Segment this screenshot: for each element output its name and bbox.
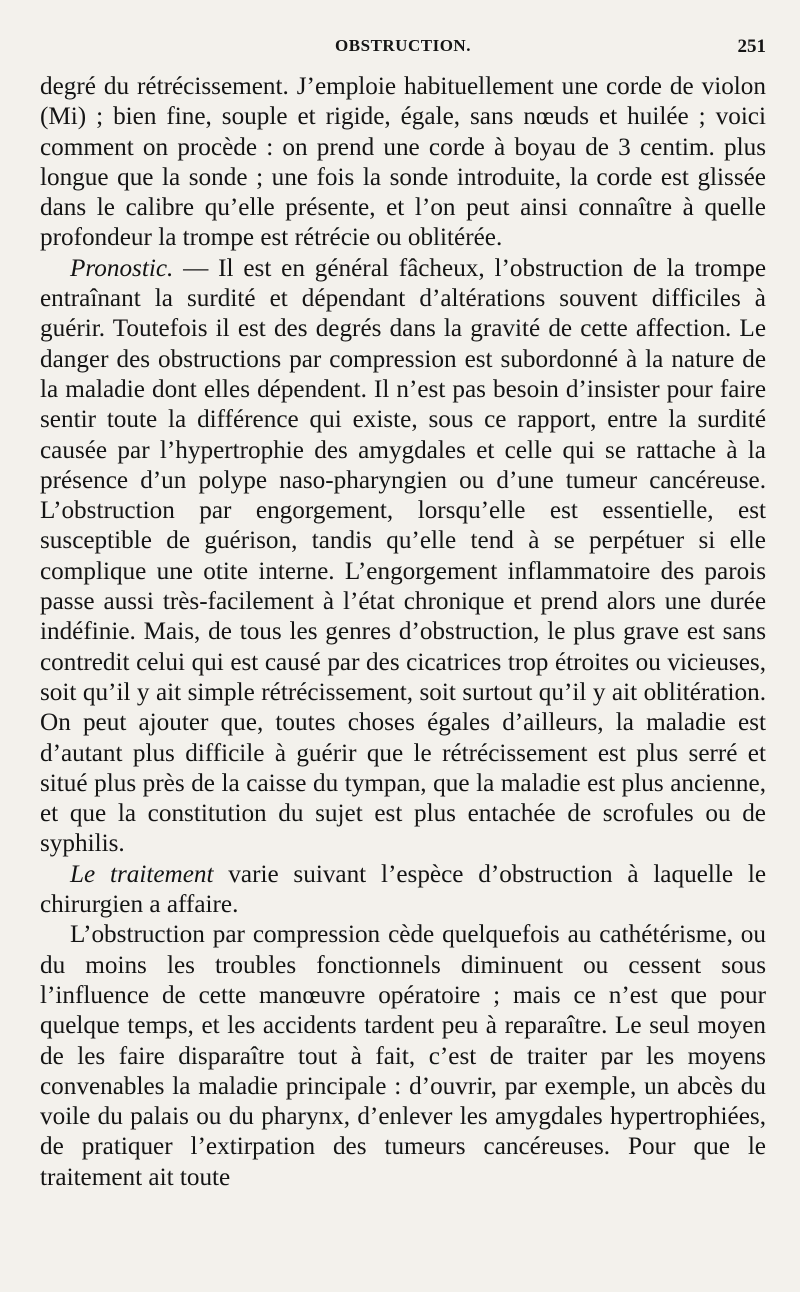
paragraph-traitement <box>40 860 766 921</box>
paragraph-pronostic <box>40 254 766 860</box>
running-title: OBSTRUCTION. <box>335 36 471 55</box>
body-text <box>40 72 766 1193</box>
paragraph-text: degré du rétrécissement. J’emploie habituellement une corde de violon (Mi) ; bien fine, souple et rigide, égale, sans nœuds et huilée ; voici comment on procède : on prend une corde à boyau de 3 centim. plus longue que la sonde ; une fois la sonde introduite, la corde est glissée dans le calibre qu’elle présente, et l’on peut ainsi connaître à quelle profondeur la trompe est rétrécie ou oblitérée. <box>40 73 766 252</box>
section-lead-pronostic: Pronostic. <box>70 254 174 282</box>
paragraph-compression <box>40 920 766 1193</box>
page-number: 251 <box>737 36 766 57</box>
paragraph-text: L’obstruction par compression cède quelquefois au cathétérisme, ou du moins les troubles fonctionnels diminuent ou cessent sous l’influence de cette manœuvre opératoire ; mais ce n’est que pour quelque temps, et les accidents tardent peu à reparaître. Le seul moyen de les faire disparaître tout à fait, c’est de traiter par les moyens convenables la maladie principale : d’ouvrir, par exemple, un abcès du voile du palais ou du pharynx, d’enlever les amygdales hypertrophiées, de pratiquer l’extirpation des tumeurs cancéreuses. Pour que le traitement ait toute <box>40 921 766 1191</box>
paragraph-text: — Il est en général fâcheux, l’obstruction de la trompe entraînant la surdité et dépendant d’altérations souvent difficiles à guérir. Toutefois il est des degrés dans la gravité de cette affection. Le danger des obstructions par compression est subordonné à la nature de la maladie dont elles dépendent. Il n’est pas besoin d’insister pour faire sentir toute la différence qui existe, sous ce rapport, entre la surdité causée par l’hypertrophie des amygdales et celle qui se rattache à la présence d’un polype naso-pharyngien ou d’une tumeur cancéreuse. L’obstruction par engorgement, lorsqu’elle est essentielle, est susceptible de guérison, tandis qu’elle tend à se perpétuer si elle complique une otite interne. L’engorgement inflammatoire des parois passe aussi très-facilement à l’état chronique et prend alors une durée indéfinie. Mais, de tous les genres d’obstruction, le plus grave est sans contredit celui qui est causé par des cicatrices trop étroites ou vicieuses, soit qu’il y ait simple rétrécissement, soit surtout qu’il y ait oblitération. On peut ajouter que, toutes choses égales d’ailleurs, la maladie est d’autant plus difficile à guérir que le rétrécissement est plus serré et situé plus près de la caisse du tympan, que la maladie est plus ancienne, et que la constitution du sujet est plus entachée de scrofules ou de syphilis. <box>40 254 766 858</box>
paragraph-text: varie suivant l’espèce d’obstruction à laquelle le chirurgien a affaire. <box>40 860 766 919</box>
section-lead-traitement: Le traitement <box>70 860 214 888</box>
paragraph-1 <box>40 72 766 254</box>
page-header <box>40 30 766 70</box>
